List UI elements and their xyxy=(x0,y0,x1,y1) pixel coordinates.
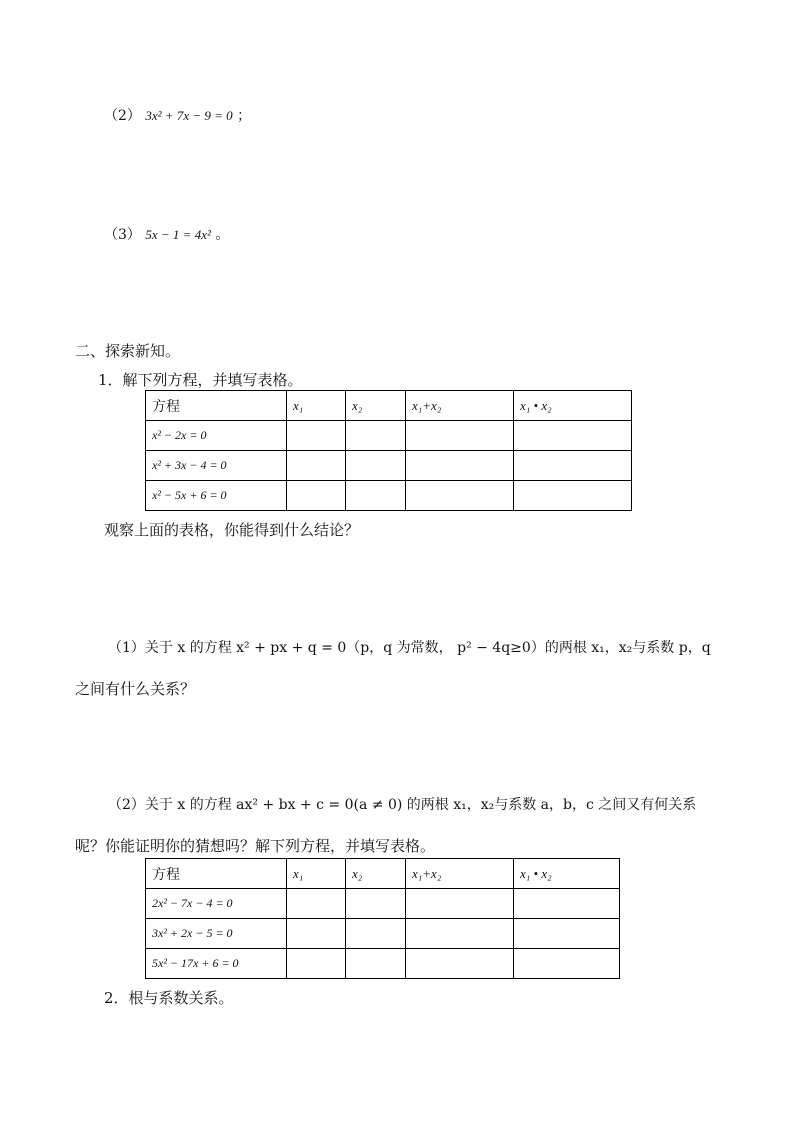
question-2-line-2: 呢？你能证明你的猜想吗？解下列方程，并填写表格。 xyxy=(75,837,436,855)
answer-cell[interactable] xyxy=(514,421,632,451)
question-2-line-1: （2）关于 x 的方程 ax² + bx + c = 0(a ≠ 0) 的两根 x₁，x₂与系数 a，b，c 之间又有何关系 xyxy=(108,797,697,813)
equation-cell: x² − 2x = 0 xyxy=(146,421,287,451)
header-x2: x₂ xyxy=(346,859,406,889)
answer-cell[interactable] xyxy=(346,949,406,979)
equation-cell: 2x² − 7x − 4 = 0 xyxy=(146,889,287,919)
header-x1: x₁ xyxy=(287,859,346,889)
exercise-2-punct: ； xyxy=(237,108,252,124)
roots-table-1 xyxy=(145,390,632,511)
answer-cell[interactable] xyxy=(514,919,620,949)
answer-cell[interactable] xyxy=(287,421,346,451)
answer-cell[interactable] xyxy=(346,481,406,511)
answer-cell[interactable] xyxy=(514,451,632,481)
question-1-line-1: （1）关于 x 的方程 x² + px + q = 0（p，q 为常数， p² − 4q≥0）的两根 x₁，x₂与系数 p，q xyxy=(108,640,711,656)
answer-cell[interactable] xyxy=(346,919,406,949)
header-equation: 方程 xyxy=(146,859,287,889)
answer-cell[interactable] xyxy=(406,481,514,511)
header-product: x₁ • x₂ xyxy=(514,391,632,421)
answer-cell[interactable] xyxy=(346,451,406,481)
table-row xyxy=(146,919,620,949)
answer-cell[interactable] xyxy=(406,451,514,481)
question-1-line-2: 之间有什么关系？ xyxy=(75,680,196,698)
exercise-2-label: （2） xyxy=(104,108,141,124)
header-product: x₁ • x₂ xyxy=(514,859,620,889)
table-row xyxy=(146,949,620,979)
observe-question: 观察上面的表格，你能得到什么结论？ xyxy=(104,521,360,539)
header-x1: x₁ xyxy=(287,391,346,421)
answer-cell[interactable] xyxy=(287,451,346,481)
answer-cell[interactable] xyxy=(346,889,406,919)
exercise-3-label: （3） xyxy=(104,227,141,243)
table-row xyxy=(146,889,620,919)
answer-cell[interactable] xyxy=(406,919,514,949)
answer-cell[interactable] xyxy=(406,949,514,979)
header-x2: x₂ xyxy=(346,391,406,421)
table-header-row xyxy=(146,859,620,889)
exercise-3-equation: 5x − 1 = 4x² xyxy=(145,227,211,242)
equation-cell: 5x² − 17x + 6 = 0 xyxy=(146,949,287,979)
exercise-2 xyxy=(104,106,251,126)
header-sum: x₁+x₂ xyxy=(406,391,514,421)
table-row xyxy=(146,421,632,451)
task-2-heading: 2．根与系数关系。 xyxy=(104,989,234,1007)
answer-cell[interactable] xyxy=(287,949,346,979)
answer-cell[interactable] xyxy=(406,421,514,451)
exercise-2-equation: 3x² + 7x − 9 = 0 xyxy=(145,108,233,123)
answer-cell[interactable] xyxy=(514,481,632,511)
header-sum: x₁+x₂ xyxy=(406,859,514,889)
answer-cell[interactable] xyxy=(287,481,346,511)
roots-table-2 xyxy=(145,858,620,979)
equation-cell: 3x² + 2x − 5 = 0 xyxy=(146,919,287,949)
exercise-3 xyxy=(104,225,229,245)
section-title: 二、探索新知。 xyxy=(75,342,181,360)
answer-cell[interactable] xyxy=(514,949,620,979)
table-row xyxy=(146,481,632,511)
answer-cell[interactable] xyxy=(287,889,346,919)
equation-cell: x² − 5x + 6 = 0 xyxy=(146,481,287,511)
task-1-instruction: 1．解下列方程，并填写表格。 xyxy=(98,371,303,389)
equation-cell: x² + 3x − 4 = 0 xyxy=(146,451,287,481)
answer-cell[interactable] xyxy=(346,421,406,451)
table-header-row xyxy=(146,391,632,421)
answer-cell[interactable] xyxy=(287,919,346,949)
answer-cell[interactable] xyxy=(514,889,620,919)
header-equation: 方程 xyxy=(146,391,287,421)
answer-cell[interactable] xyxy=(406,889,514,919)
table-row xyxy=(146,451,632,481)
exercise-3-punct: 。 xyxy=(215,227,230,243)
